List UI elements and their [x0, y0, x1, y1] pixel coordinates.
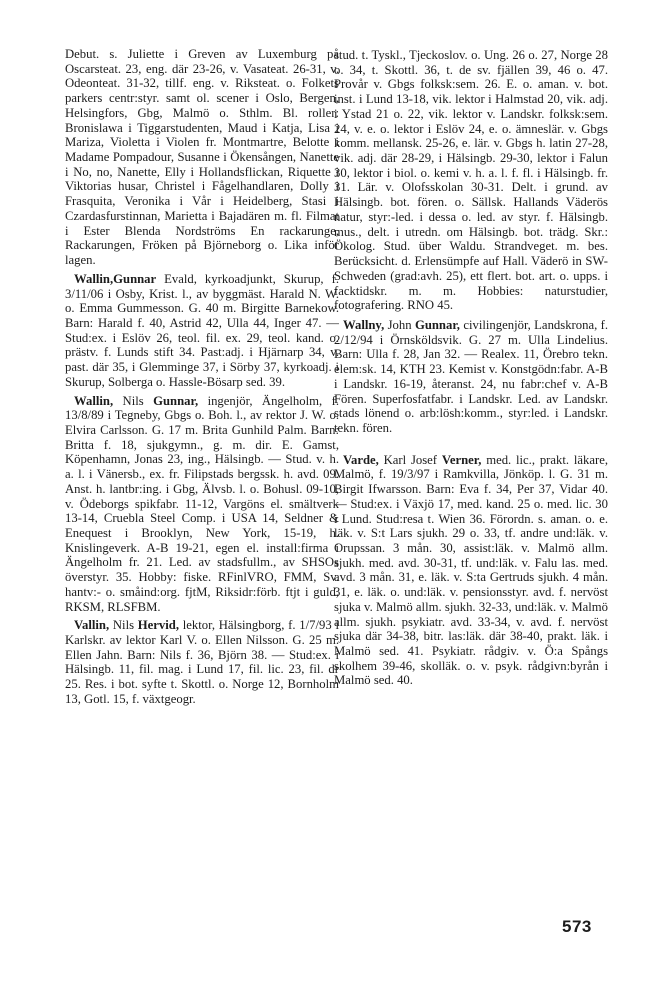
biography-entry — [65, 618, 339, 706]
entry-text: med. lic., prakt. läkare, Malmö, f. 19/3/97 i Ramkvilla, Jönköp. l. G. 31 m. Birgit Ifwarsson. Barn: Eva f. 34, Per 37, Vidar 40. — Stud:ex. i Växjö 17, med. kand. 25 o. med. lic. 30 i Lund. Stud:resa t. Wien 36. Förordn. s. aman. o. e. läk. v. S:t Lars sjukh. 29 o. 33, tf. andre und:läk. v. Orupssan. 3 mån. 30, assist:läk. v. Malmö allm. sjukh. med. avd. 30-31, tf. und:läk. v. Falu las. med. avd. 3 mån. 31, e. läk. v. S:ta Gertruds sjukh. 4 mån. 31, e. läk. o. und:läk. v. pensionsstyr. avd. f. nervöst sjuka v. Malmö allm. sjukh. 32-33, und:läk. v. Malmö allm. sjukh. psykiatr. avd. 33-34, v. avd. f. nervöst sjuka där 34-38, bitr. las:läk. där 38-40, prakt. läk. i Malmö sed. 41. Psykiatr. rådgiv. v. Ö:a Spångs skolhem 39-46, skolläk. o. v. psyk. rådgivn:byrån i Malmö sed. 40. — [334, 452, 608, 688]
entry-text: civilingenjör, Landskrona, f. 2/12/94 i Örnsköldsvik. G. 27 m. Ulla Lindelius. Barn: Ulla f. 28, Jan 32. — Realex. 11, Örebro tekn. elem:sk. 14, KTH 23. Kemist v. Konstgödn:fabr. A-B i Landskr. 16-19, återanst. 24, nu fabr:chef v. A-B Fören. Superfosfatfabr. i Landskr. Led. av Landskr. stads lönend o. arb:lösh:komm., styr:led. i Landskr. tekn. fören. — [334, 317, 609, 435]
biography-entry — [334, 453, 608, 689]
right-column — [334, 48, 608, 688]
entry-text: Evald, kyrkoadjunkt, Skurup, f. 3/11/06 i Osby, Krist. l., av byggmäst. Harald N. W. o. Emma Gummesson. G. 40 m. Birgitte Barnekow. Barn: Harald f. 40, Astrid 42, Ulla 44, Inger 47. — Stud:ex. i Eslöv 26, teol. fil. ex. 29, teol. kand. o. prästv. f. Lunds stift 34. Past:adj. i Hjärnarp 34, v. past. där 35, i Glemminge 37, i Sörby 37, kyrkoadj. i Skurup, Solberga o. Hassle-Bösarp sed. 39. — [65, 271, 339, 389]
biography-entry-continuation — [334, 48, 608, 313]
entry-call-name: Verner, — [441, 452, 482, 467]
page-number: 573 — [562, 917, 592, 936]
entry-call-name: Hervid, — [137, 618, 180, 633]
left-column — [65, 47, 339, 707]
entry-surname: Wallny, — [343, 317, 385, 332]
entry-surname: Wallin, — [74, 271, 114, 286]
biography-entry — [65, 394, 339, 615]
entry-call-name: Gunnar, — [414, 317, 460, 332]
biography-entry — [334, 318, 608, 436]
entry-text: Debut. s. Juliette i Greven av Luxemburg på Oscarsteat. 23, eng. där 23-26, v. Vasateat. 26-31, v. Odeonteat. 31-32, tillf. eng. v. Riksteat. o. Folkets parkers centr:styr. samt ol. scener i Oslo, Bergen, Helsingfors, Gbg, Malmö o. Sthlm. Bl. roller: Bronislawa i Tiggarstudenten, Maud i Katja, Lisa i Mariza, Violetta i Violen fr. Montmartre, Belotte i Madame Pompadour, Susanne i Ökensången, Nanette i No, no, Nanette, Elly i Hollandsflickan, Riquette i Viktorias husar, Christel i Fågelhandlaren, Dolly i Frasquita, Veronika i Vår i Heidelberg, Stasi i Czardasfurstinnan, Marietta i Bajadären m. fl. Filmat i Ester Blenda Nordströms En rackarunge, Rackarungen, Fröken på Björneborg o. Lika inför lagen. — [65, 47, 339, 268]
biography-entry-continuation — [65, 47, 339, 268]
entry-text: ingenjör, Ängelholm, f. 13/8/89 i Tegneby, Gbgs o. Boh. l., av rektor J. W. o. Elvira Carlsson. G. 17 m. Brita Gunhild Palm. Barn: Britta f. 18, sjukgymn., g. m. dir. E. Gamst, Köpenhamn, Jonas 23, ing., Hälsingb. — Stud. v. h. a. l. i Vänersb., ex. fr. Filipstads bergssk. h. avd. 09. Anst. h. lantbr:ing. i Gbg, Älvsb. l. o. Bohusl. 09-10, v. Ödeborgs spikfabr. 11-12, Vargöns el. smältverk 13-14, Cruebla Steel Comp. i USA 14, Seldner & Enequest i Brooklyn, New York, 15-19, h. Knislingeverk. A-B 19-21, egen el. install:firma i Ängelholm fr. 21. Led. av stadsfullm., av SHSOs överstyr. 35. Hobby: fiske. RFinlVRO, FMM, Sv. hantv:- o. småind:org. fjtM, Riksidr:förb. ftjt i guld, RKSM, RLSFBM. — [65, 393, 339, 614]
entry-call-name: Gunnar — [113, 271, 157, 286]
biography-entry — [65, 272, 339, 390]
entry-surname: Vallin, — [74, 618, 110, 633]
entry-given-names: Nils — [109, 618, 138, 633]
entry-given-names: John — [384, 317, 415, 332]
entry-text: lektor, Hälsingborg, f. 1/7/93 i Karlskr. av lektor Karl V. o. Ellen Nilsson. G. 25 m. Ellen Jahn. Barn: Nils f. 36, Björn 38. — Stud:ex. i Hälsingb. 11, fil. mag. i Lund 17, fil. lic. 23, fil. dr 25. Res. i bot. syfte t. Skottl. o. Norge 12, Bornholm 13, Gotl. 15, f. växtgeogr. — [65, 618, 339, 706]
entry-text: stud. t. Tyskl., Tjeckoslov. o. Ung. 26 o. 27, Norge 28 o. 34, t. Skottl. 36, t. de sv. fjällen 39, 46 o. 47. Provår v. Gbgs folksk:sem. 26. E. o. aman. v. bot. inst. i Lund 13-18, vik. lektor i Halmstad 20, vik. adj. i Ystad 21 o. 22, vik. lektor v. Landskr. folksk:sem. 24, v. e. o. lektor i Eslöv 24, e. o. ämneslär. v. Gbgs komm. mellansk. 25-26, e. lär. v. Gbgs h. latin 27-28, vik. adj. där 28-29, i Hälsingb. 29-30, lektor i Falun 30, lektor i biol. o. kemi v. h. a. l. f. fl. i Hälsingb. fr. 31. Lär. v. Olofsskolan 30-31. Delt. i grund. av Hälsingb. bot. fören. o. Sällsk. Hallands Väderös natur, styr:-led. i dessa o. led. av styr. f. Hälsingb. mus., delt. i utredn. om Hälsingb. bot. trädg. Skr.: Ökolog. Stud. über Waldu. Strandveget. m. bes. Berücksicht. d. Erlensümpfe auf Hall. Väderö in SW-Schweden (grad:avh. 25), ett flert. bot. art. o. upps. i facktidskr. m. m. Hobbies: naturstudier, fotografering. RNO 45. — [334, 48, 608, 313]
entry-given-names: Karl Josef — [378, 452, 442, 467]
entry-given-names: Nils — [113, 393, 154, 408]
entry-surname: Varde, — [343, 452, 379, 467]
entry-call-name: Gunnar, — [153, 393, 199, 408]
entry-surname: Wallin, — [74, 393, 114, 408]
